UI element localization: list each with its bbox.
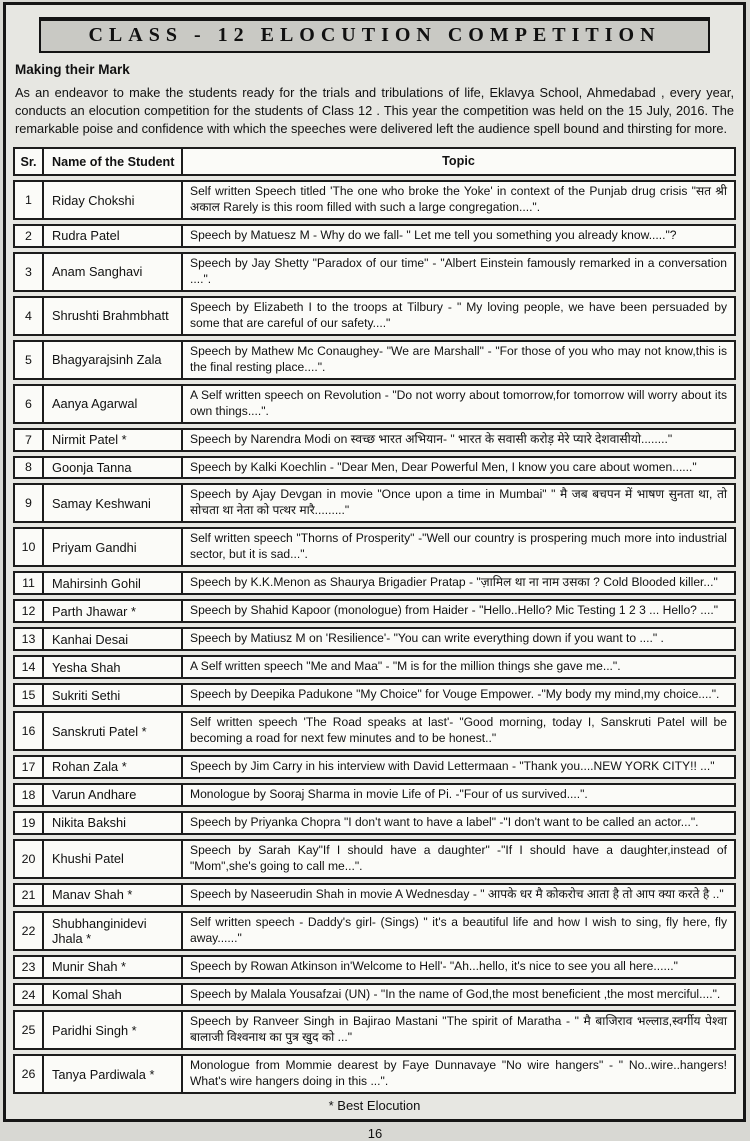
row-topic: Monologue from Mommie dearest by Faye Dunnavaye "No wire hangers" - " No..wire..hangers! What's wire hangers doing in this ...". — [190, 1058, 727, 1089]
best-elocution-footnote: * Best Elocution — [328, 1098, 421, 1114]
header-sr: Sr. — [15, 149, 44, 174]
row-student-name: Tanya Pardiwala * — [44, 1056, 183, 1092]
table-row — [13, 627, 736, 651]
row-student-name: Priyam Gandhi — [44, 529, 183, 565]
row-sr: 1 — [15, 182, 44, 218]
table-row — [13, 755, 736, 779]
row-topic: Speech by K.K.Menon as Shaurya Brigadier Pratap - "ज़ामिल था ना नाम उसका ? Cold Blooded killer..." — [190, 575, 718, 590]
row-topic: Speech by Deepika Padukone "My Choice" for Vouge Empower. -"My body my mind,my choice....". — [190, 687, 720, 702]
table-row — [13, 839, 736, 879]
row-sr: 19 — [15, 813, 44, 833]
row-topic: A Self written speech on Revolution - "Do not worry about tomorrow,for tomorrow will worry about its own things....". — [190, 387, 727, 418]
table-row — [13, 252, 736, 292]
row-sr: 7 — [15, 430, 44, 450]
row-sr: 3 — [15, 254, 44, 290]
row-sr: 24 — [15, 985, 44, 1005]
table-row — [13, 296, 736, 336]
table-row — [13, 983, 736, 1007]
row-sr: 21 — [15, 885, 44, 905]
row-student-name: Munir Shah * — [44, 957, 183, 977]
row-sr: 10 — [15, 529, 44, 565]
row-sr: 5 — [15, 342, 44, 378]
row-student-name: Samay Keshwani — [44, 485, 183, 521]
row-student-name: Bhagyarajsinh Zala — [44, 342, 183, 378]
row-topic: Self written Speech titled 'The one who broke the Yoke' in context of the Punjab drug crisis "सत श्री अकाल Rarely is this room filled with such a large congregation....". — [190, 184, 727, 215]
row-sr: 22 — [15, 913, 44, 949]
row-student-name: Paridhi Singh * — [44, 1012, 183, 1048]
table-row — [13, 655, 736, 679]
row-topic: Self written speech - Daddy's girl- (Sings) " it's a beautiful life and how I wish to sing, fly here, fly away......" — [190, 914, 727, 945]
row-topic: Speech by Rowan Atkinson in'Welcome to Hell'- "Ah...hello, it's nice to see you all here......" — [190, 958, 678, 973]
row-student-name: Yesha Shah — [44, 657, 183, 677]
table-row — [13, 783, 736, 807]
row-sr: 11 — [15, 573, 44, 593]
row-topic: A Self written speech "Me and Maa" - "M is for the million things she gave me...". — [190, 659, 621, 674]
row-topic: Speech by Ranveer Singh in Bajirao Mastani "The spirit of Maratha - " मै बाजिराव भल्लाड,स्वर्गीय पेश्वा बालाजी विश्वनाथ का पुत्र खुद को ..." — [190, 1014, 727, 1045]
row-student-name: Parth Jhawar * — [44, 601, 183, 621]
row-sr: 8 — [15, 458, 44, 478]
row-sr: 2 — [15, 226, 44, 246]
table-row — [13, 683, 736, 707]
table-row — [13, 599, 736, 623]
row-student-name: Shubhanginidevi Jhala * — [44, 913, 183, 949]
row-topic: Speech by Narendra Modi on स्वच्छ भारत अभियान- " भारत के सवासी करोड़ मेरे प्यारे देशवासीयो........" — [190, 431, 673, 446]
row-topic: Monologue by Sooraj Sharma in movie Life of Pi. -"Four of us survived....". — [190, 786, 588, 801]
table-row — [13, 883, 736, 907]
table-row — [13, 384, 736, 424]
row-student-name: Anam Sanghavi — [44, 254, 183, 290]
row-topic: Speech by Ajay Devgan in movie "Once upon a time in Mumbai" " मै जब बचपन में भाषण सुनता था, तो सोचता था नेता को पत्थर मारै........." — [190, 487, 727, 518]
table-body — [13, 180, 736, 1094]
table-row — [13, 180, 736, 220]
row-student-name: Aanya Agarwal — [44, 386, 183, 422]
row-topic: Speech by Naseerudin Shah in movie A Wednesday - " आपके धर मै कोकरोच आता है तो आप क्या करते है .." — [190, 886, 724, 901]
row-sr: 12 — [15, 601, 44, 621]
header-student-name: Name of the Student — [44, 149, 183, 174]
row-topic: Speech by Mathew Mc Conaughey- "We are Marshall" - "For those of you who may not know,this is the final resting place....". — [190, 343, 727, 374]
row-student-name: Sanskruti Patel * — [44, 713, 183, 749]
table-row — [13, 571, 736, 595]
table-row — [13, 1054, 736, 1094]
table-row — [13, 224, 736, 248]
document-page — [3, 2, 746, 1122]
row-student-name: Rohan Zala * — [44, 757, 183, 777]
row-topic: Speech by Malala Yousafzai (UN) - "In the name of God,the most beneficient ,the most merciful....". — [190, 986, 721, 1001]
page-title: CLASS - 12 ELOCUTION COMPETITION — [39, 17, 710, 53]
table-row — [13, 483, 736, 523]
table-row — [13, 428, 736, 452]
row-topic: Speech by Priyanka Chopra "I don't want to have a label" -"I don't want to be called an actor...". — [190, 814, 699, 829]
row-sr: 6 — [15, 386, 44, 422]
table-row — [13, 811, 736, 835]
table-row — [13, 340, 736, 380]
table-row — [13, 456, 736, 480]
row-topic: Speech by Matiusz M on 'Resilience'- "You can write everything down if you want to ...." . — [190, 631, 664, 646]
table-row — [13, 1010, 736, 1050]
row-sr: 14 — [15, 657, 44, 677]
row-sr: 13 — [15, 629, 44, 649]
row-sr: 18 — [15, 785, 44, 805]
row-sr: 15 — [15, 685, 44, 705]
row-topic: Self written speech "Thorns of Prosperity" -"Well our country is prospering much more into industrial sector, but it is sad...". — [190, 531, 727, 562]
article-heading: Making their Mark — [15, 62, 130, 77]
row-student-name: Nirmit Patel * — [44, 430, 183, 450]
row-topic: Speech by Shahid Kapoor (monologue) from Haider - "Hello..Hello? Mic Testing 1 2 3 ... Hello? ...." — [190, 603, 718, 618]
row-topic: Speech by Kalki Koechlin - "Dear Men, Dear Powerful Men, I know you care about women......" — [190, 459, 697, 474]
row-topic: Speech by Jim Carry in his interview with David Lettermaan - "Thank you....NEW YORK CITY!! ..." — [190, 758, 715, 773]
students-table — [13, 147, 736, 1094]
row-student-name: Varun Andhare — [44, 785, 183, 805]
row-topic: Speech by Matuesz M - Why do we fall- " Let me tell you something you already know....."? — [190, 227, 677, 242]
row-sr: 16 — [15, 713, 44, 749]
table-row — [13, 711, 736, 751]
row-student-name: Nikita Bakshi — [44, 813, 183, 833]
row-student-name: Sukriti Sethi — [44, 685, 183, 705]
row-sr: 25 — [15, 1012, 44, 1048]
row-student-name: Khushi Patel — [44, 841, 183, 877]
page-number: 16 — [367, 1126, 383, 1141]
row-topic: Speech by Sarah Kay"If I should have a daughter" -"If I should have a daughter,instead of "Mom",she's going to call me...". — [190, 842, 727, 873]
table-header-row — [13, 147, 736, 176]
row-sr: 20 — [15, 841, 44, 877]
row-student-name: Riday Chokshi — [44, 182, 183, 218]
row-sr: 9 — [15, 485, 44, 521]
row-sr: 17 — [15, 757, 44, 777]
row-student-name: Manav Shah * — [44, 885, 183, 905]
table-row — [13, 527, 736, 567]
row-topic: Self written speech 'The Road speaks at last'- "Good morning, today I, Sanskruti Patel will be becoming a road for next few minutes and to be honest.." — [190, 715, 727, 745]
row-student-name: Rudra Patel — [44, 226, 183, 246]
row-student-name: Shrushti Brahmbhatt — [44, 298, 183, 334]
row-student-name: Mahirsinh Gohil — [44, 573, 183, 593]
row-topic: Speech by Jay Shetty "Paradox of our time" - "Albert Einstein famously remarked in a conversation ....". — [190, 255, 727, 286]
row-student-name: Komal Shah — [44, 985, 183, 1005]
row-topic: Speech by Elizabeth I to the troops at Tilbury - " My loving people, we have been persuaded by some that are careful of our safety...." — [190, 299, 727, 330]
header-topic: Topic — [442, 154, 475, 169]
row-student-name: Kanhai Desai — [44, 629, 183, 649]
table-row — [13, 911, 736, 951]
article-body: As an endeavor to make the students ready for the trials and tribulations of life, Eklavya School, Ahmedabad , every year, conducts an elocution competition for the students of Class 12 . This year the competition was held on the 15 July, 2016. The remarkable poise and confidence with which the speeches were delivered left the audience spell bound and thirsting for more. — [15, 85, 734, 137]
row-student-name: Goonja Tanna — [44, 458, 183, 478]
table-row — [13, 955, 736, 979]
row-sr: 23 — [15, 957, 44, 977]
row-sr: 26 — [15, 1056, 44, 1092]
row-sr: 4 — [15, 298, 44, 334]
